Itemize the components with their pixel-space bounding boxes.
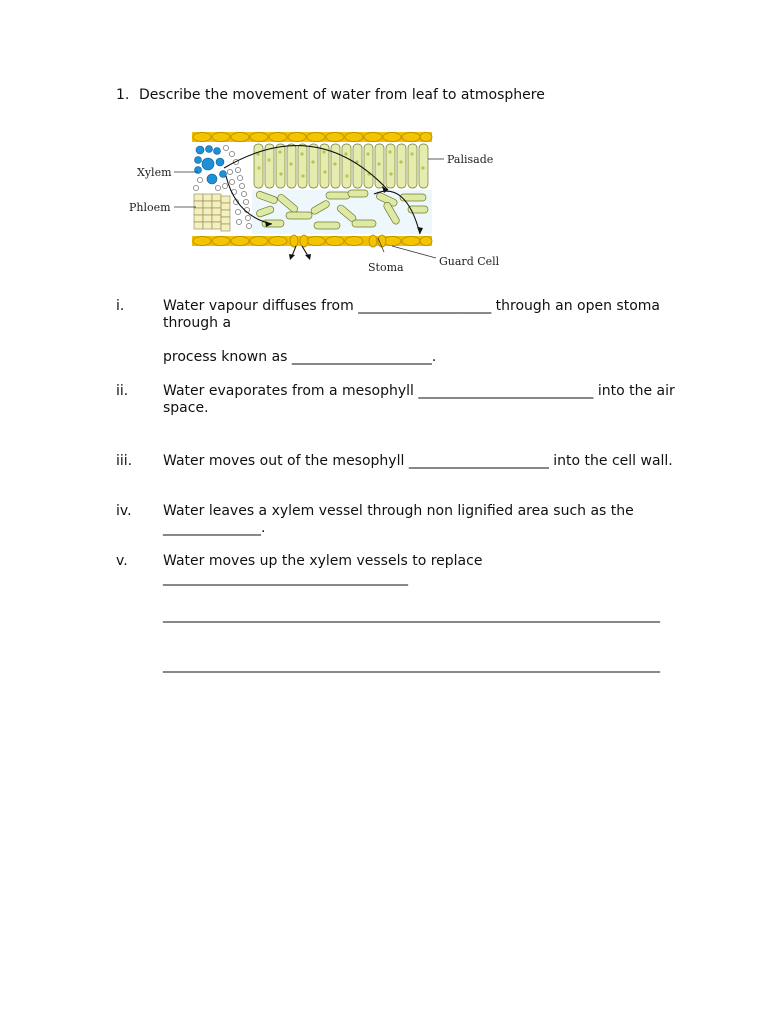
stoma-label: Stoma — [368, 261, 404, 274]
question-heading — [116, 86, 545, 104]
item-text: Water leaves a xylem vessel through non lignified area such as the ______________. — [163, 503, 634, 536]
item-text: Water evaporates from a mesophyll _________________________ into the air space. — [163, 383, 675, 416]
leaf-cross-section-diagram — [126, 124, 506, 280]
xylem-label: Xylem — [137, 166, 172, 179]
item-number: v. — [116, 553, 128, 569]
item-number: iii. — [116, 453, 133, 469]
guard-cell-label: Guard Cell — [439, 255, 500, 268]
question-text: Describe the movement of water from leaf to atmosphere — [139, 87, 545, 103]
item-text: Water vapour diffuses from ___________________ through an open stoma through a — [163, 298, 660, 331]
palisade-label: Palisade — [447, 153, 494, 166]
blank-line: _______________________________________________________________________ — [163, 607, 660, 623]
item-number: ii. — [116, 383, 129, 399]
phloem-label: Phloem — [129, 201, 171, 214]
item-text: Water moves up the xylem vessels to replace ___________________________________ — [163, 553, 483, 586]
item-number: i. — [116, 298, 125, 314]
item-text: process known as ____________________. — [163, 349, 437, 365]
blank-line: _______________________________________________________________________ — [163, 657, 660, 673]
upper-epidermis — [192, 132, 432, 142]
spongy-mesophyll — [252, 190, 432, 234]
item-text: Water moves out of the mesophyll ____________________ into the cell wall. — [163, 453, 673, 469]
phloem-cells — [194, 194, 230, 231]
question-number: 1. — [116, 87, 130, 103]
lower-epidermis — [192, 236, 432, 246]
item-number: iv. — [116, 503, 132, 519]
